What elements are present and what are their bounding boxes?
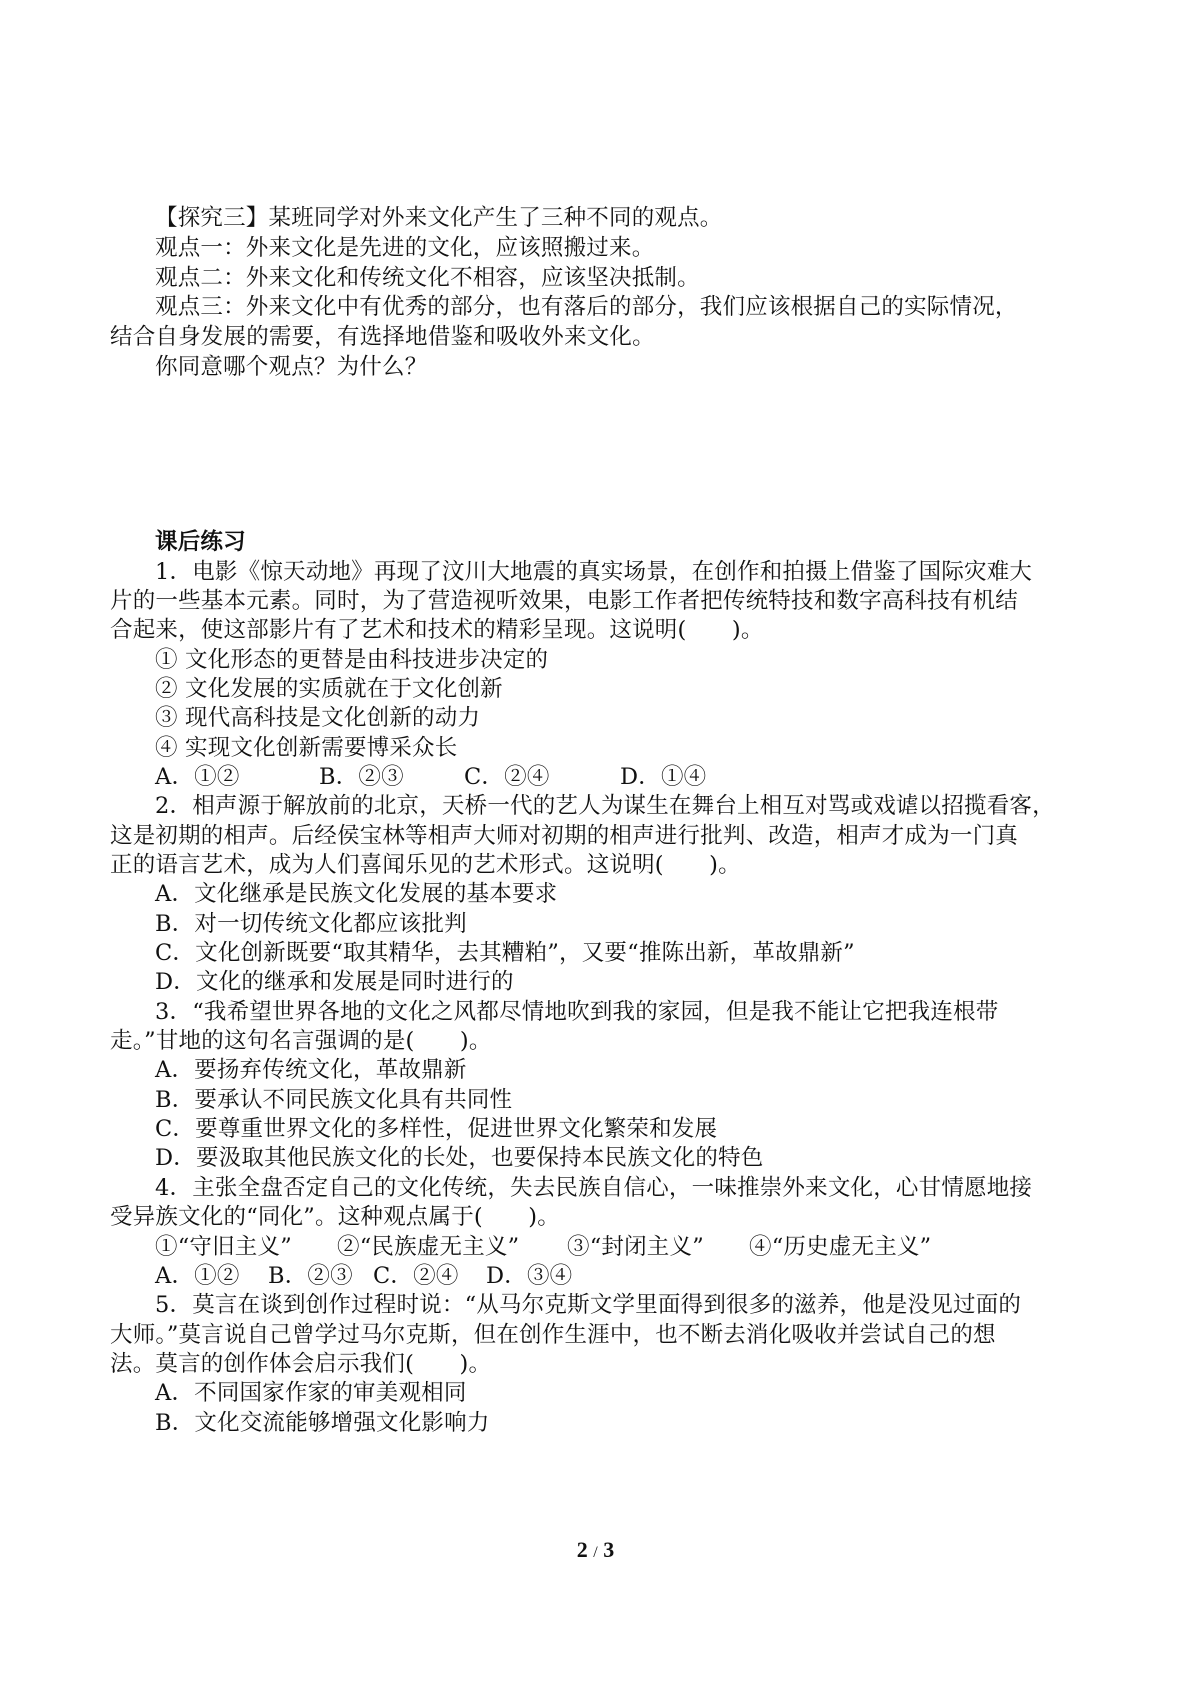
- q1-line2: 片的一些基本元素。同时，为了营造视听效果，电影工作者把传统特技和数字高科技有机结: [110, 588, 1019, 614]
- q5-option-a: A．不同国家作家的审美观相同: [155, 1380, 467, 1406]
- q1-statement-3: ③ 现代高科技是文化创新的动力: [155, 705, 481, 731]
- q3-line1: 3．“我希望世界各地的文化之风都尽情地吹到我的家园，但是我不能让它把我连根带: [155, 999, 999, 1025]
- q4-option-a: A．①②: [155, 1263, 240, 1289]
- q4-option-d: D．③④: [486, 1263, 573, 1289]
- q1-line1: 1．电影《惊天动地》再现了汶川大地震的真实场景，在创作和拍摄上借鉴了国际灾难大: [155, 559, 1033, 585]
- inquiry3-view3-line1: 观点三：外来文化中有优秀的部分，也有落后的部分，我们应该根据自己的实际情况，: [155, 294, 1018, 320]
- q4-line1: 4．主张全盘否定自己的文化传统，失去民族自信心，一味推崇外来文化，心甘情愿地接: [155, 1175, 1033, 1201]
- inquiry3-question: 你同意哪个观点？为什么？: [155, 354, 428, 380]
- q4-statement-1: ①“守旧主义”: [155, 1234, 292, 1260]
- q2-option-a: A．文化继承是民族文化发展的基本要求: [155, 881, 558, 907]
- q2-line3: 正的语言艺术，成为人们喜闻乐见的艺术形式。这说明( )。: [110, 852, 741, 878]
- inquiry3-view3-line2: 结合自身发展的需要，有选择地借鉴和吸收外来文化。: [110, 324, 655, 350]
- page-total: 3: [603, 1537, 615, 1562]
- q2-option-d: D．文化的继承和发展是同时进行的: [155, 969, 514, 995]
- q3-line2: 走。”甘地的这句名言强调的是( )。: [110, 1028, 492, 1054]
- q2-option-c: C．文化创新既要“取其精华，去其糟粕”，又要“推陈出新，革故鼎新”: [155, 940, 855, 966]
- q1-statement-4: ④ 实现文化创新需要博采众长: [155, 735, 458, 761]
- page-number: [0, 1535, 1191, 1568]
- q5-option-b: B．文化交流能够增强文化影响力: [155, 1410, 490, 1436]
- q2-option-b: B．对一切传统文化都应该批判: [155, 911, 467, 937]
- q3-option-c: C．要尊重世界文化的多样性，促进世界文化繁荣和发展: [155, 1116, 718, 1142]
- q4-options: [155, 1261, 572, 1291]
- q1-option-d: D．①④: [620, 764, 707, 790]
- q5-line1: 5．莫言在谈到创作过程时说：“从马尔克斯文学里面得到很多的滋养，他是没见过面的: [155, 1292, 1022, 1318]
- inquiry3-view1: 观点一：外来文化是先进的文化，应该照搬过来。: [155, 235, 655, 261]
- q2-line2: 这是初期的相声。后经侯宝林等相声大师对初期的相声进行批判、改造，相声才成为一门真: [110, 823, 1019, 849]
- q1-line3: 合起来，使这部影片有了艺术和技术的精彩呈现。这说明( )。: [110, 617, 764, 643]
- q5-line2: 大师。”莫言说自己曾学过马尔克斯，但在创作生涯中，也不断去消化吸收并尝试自己的想: [110, 1322, 996, 1348]
- q4-option-c: C．②④: [373, 1263, 459, 1289]
- inquiry3-view2: 观点二：外来文化和传统文化不相容，应该坚决抵制。: [155, 265, 700, 291]
- q1-statement-1: ① 文化形态的更替是由科技进步决定的: [155, 647, 549, 673]
- q1-options: [155, 762, 706, 792]
- page-current: 2: [576, 1537, 588, 1562]
- q2-line1: 2．相声源于解放前的北京，天桥一代的艺人为谋生在舞台上相互对骂或戏谑以招揽看客，: [155, 793, 1055, 819]
- q1-option-a: A．①②: [155, 764, 240, 790]
- q3-option-a: A．要扬弃传统文化，革故鼎新: [155, 1057, 467, 1083]
- q3-option-b: B．要承认不同民族文化具有共同性: [155, 1087, 513, 1113]
- exercises-title: 课后练习: [155, 529, 246, 555]
- q4-statement-3: ③“封闭主义”: [567, 1234, 704, 1260]
- q4-line2: 受异族文化的“同化”。这种观点属于( )。: [110, 1204, 560, 1230]
- inquiry3-heading: 【探究三】某班同学对外来文化产生了三种不同的观点。: [155, 205, 723, 231]
- page-separator: /: [593, 1544, 598, 1561]
- q3-option-d: D．要汲取其他民族文化的长处，也要保持本民族文化的特色: [155, 1145, 764, 1171]
- q1-statement-2: ② 文化发展的实质就在于文化创新: [155, 676, 503, 702]
- q4-option-b: B．②③: [268, 1263, 353, 1289]
- q5-line3: 法。莫言的创作体会启示我们( )。: [110, 1351, 492, 1377]
- q1-option-c: C．②④: [464, 764, 550, 790]
- q1-option-b: B．②③: [319, 764, 404, 790]
- q4-statement-2: ②“民族虚无主义”: [337, 1234, 520, 1260]
- q4-statements: [155, 1232, 931, 1262]
- q4-statement-4: ④“历史虚无主义”: [749, 1234, 932, 1260]
